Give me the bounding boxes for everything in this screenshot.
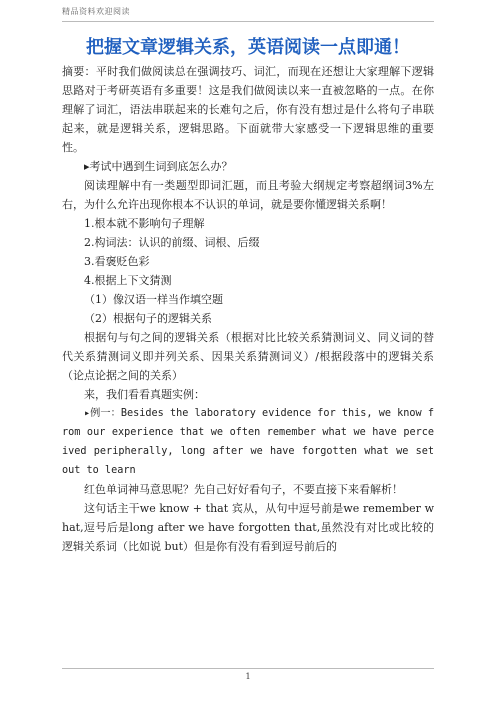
sub-list-item: （2）根据句子的逻辑关系 bbox=[84, 312, 212, 325]
list-item: 1.根本就不影响句子理解 bbox=[84, 217, 205, 230]
page-header: 精品资料欢迎阅读 bbox=[62, 7, 130, 16]
list-item: 2.构词法：认识的前缀、词根、后缀 bbox=[84, 236, 260, 249]
section-heading: ▸考试中遇到生词到底怎么办？ bbox=[84, 160, 233, 173]
footer-divider bbox=[62, 668, 434, 669]
body-paragraph: 这句话主干we know + that 宾从，从句中逗号前是we remember what,逗号后是long after we have forgotten that,虽然没有对比或比较的逻辑关系词（比如说 but）但是你有没有看到逗号前后的 bbox=[62, 502, 434, 553]
body-paragraph: 阅读理解中有一类题型即词汇题，而且考验大纲规定考察超纲词3%左右，为什么允许出现你根本不认识的单词，就是要你懂逻辑关系啊！ bbox=[62, 179, 434, 211]
document-title: 把握文章逻辑关系，英语阅读一点即通！ bbox=[86, 37, 410, 58]
list-item: 4.根据上下文猜测 bbox=[84, 274, 172, 287]
example-paragraph: ▸例一：Besides the laboratory evidence for this, we know from our experience that we often remember what we have perceived peripherally, long after we have forgotten what we set out to learn bbox=[62, 408, 434, 476]
abstract-paragraph: 摘要：平时我们做阅读总在强调技巧、词汇，而现在还想让大家理解下逻辑思路对于考研英语有多重要！这是我们做阅读以来一直被忽略的一点。在你理解了词汇，语法串联起来的长难句之后，你有没有想过是什么将句子串联起来，就是逻辑关系，逻辑思路。下面就带大家感受一下逻辑思维的重要性。 bbox=[62, 65, 434, 154]
sub-list-item: （1）像汉语一样当作填空题 bbox=[84, 293, 223, 306]
document-body bbox=[62, 36, 434, 556]
body-paragraph: 红色单词神马意思呢？先自己好好看句子，不要直接下来看解析！ bbox=[84, 483, 403, 496]
header-divider bbox=[62, 21, 434, 22]
list-item: 3.看褒贬色彩 bbox=[84, 255, 150, 268]
page-number: 1 bbox=[245, 672, 251, 681]
body-paragraph: 来，我们看看真题实例： bbox=[84, 388, 205, 401]
body-paragraph: 根据句与句之间的逻辑关系（根据对比比较关系猜测词义、同义词的替代关系猜测词义即并列关系、因果关系猜测词义）/根据段落中的逻辑关系（论点论据之间的关系） bbox=[62, 331, 434, 382]
